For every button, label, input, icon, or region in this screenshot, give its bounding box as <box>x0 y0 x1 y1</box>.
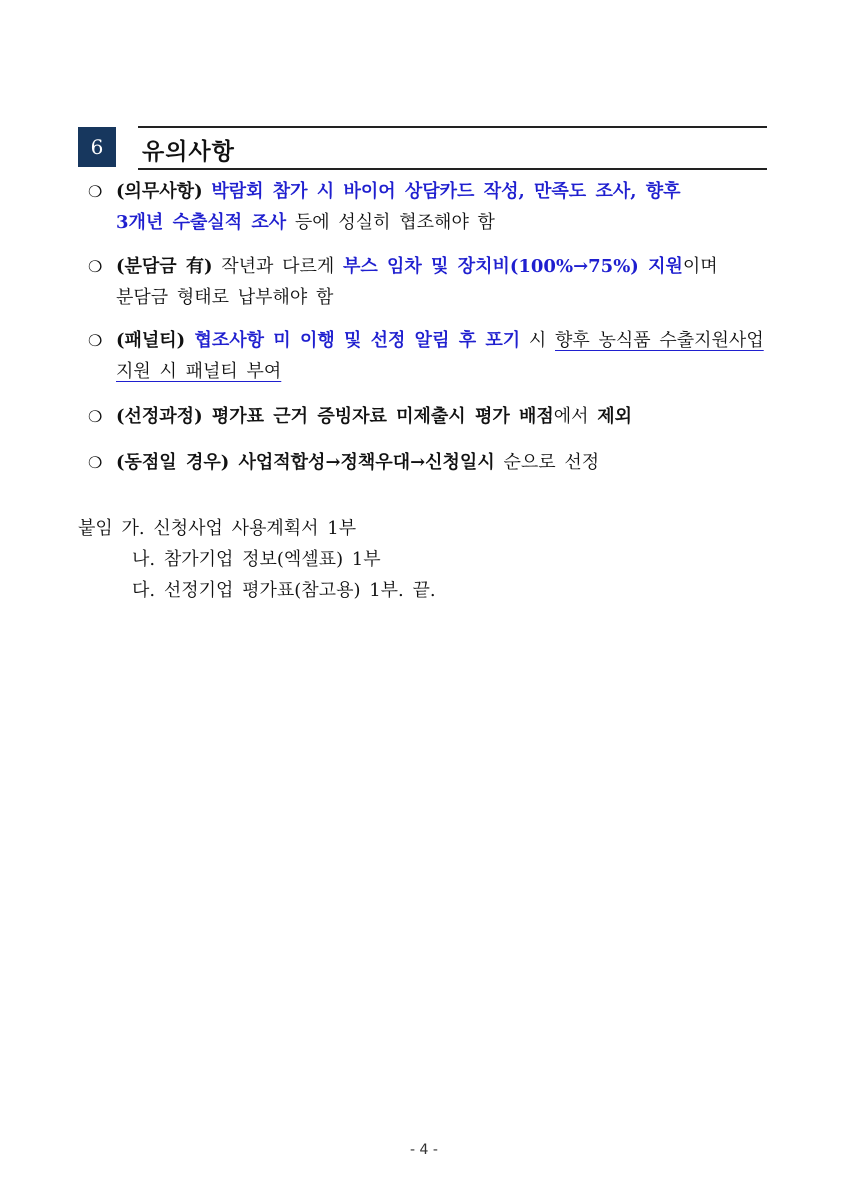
item-text: 이며 <box>682 256 718 277</box>
attachment-row: 나. 참가기업 정보(엑셀표) 1부 <box>132 549 381 570</box>
section-number-badge: 6 <box>78 127 116 167</box>
notice-item-obligations <box>88 176 778 238</box>
item-label: (동점일 경우) 사업적합성→정책우대→신청일시 <box>116 452 495 473</box>
bullet-circle-icon: ❍ <box>88 453 103 472</box>
attachment-row: 다. 선정기업 평가표(참고용) 1부. 끝. <box>132 580 436 601</box>
item-label: (패널티) <box>116 330 186 351</box>
section-title-bar <box>138 126 767 170</box>
bullet-circle-icon: ❍ <box>88 407 103 426</box>
item-text: 시 <box>520 330 555 351</box>
item-text: 작년과 다르게 <box>212 256 343 277</box>
notice-item-tie-break <box>88 447 778 478</box>
notice-item-penalty <box>88 325 778 387</box>
item-emphasis: 제외 <box>597 406 633 427</box>
notice-item-cost-sharing <box>88 251 778 313</box>
item-text: 순으로 선정 <box>494 452 600 473</box>
item-label: (분담금 有) <box>116 256 213 277</box>
item-underlined-text: 지원 시 패널티 부여 <box>116 361 282 382</box>
item-text: 에서 <box>553 406 598 427</box>
item-highlight: 협조사항 미 이행 및 선정 알림 후 포기 <box>185 330 521 351</box>
attachments-list <box>78 513 436 606</box>
bullet-circle-icon: ❍ <box>88 331 103 350</box>
notice-item-selection-process <box>88 401 778 432</box>
bullet-circle-icon: ❍ <box>88 257 103 276</box>
section-header <box>78 126 767 168</box>
item-label: (선정과정) 평가표 근거 증빙자료 미제출시 평가 배점 <box>116 406 554 427</box>
page-number: - 4 - <box>410 1142 438 1158</box>
item-highlight: 박람회 참가 시 바이어 상담카드 작성, 만족도 조사, 향후 <box>211 181 681 202</box>
item-text: 분담금 형태로 납부해야 함 <box>116 287 334 308</box>
item-label: (의무사항) <box>116 181 203 202</box>
attachment-row: 붙임 가. 신청사업 사용계획서 1부 <box>78 518 357 539</box>
item-highlight: 부스 임차 및 장치비(100%→75%) 지원 <box>342 256 683 277</box>
section-title: 유의사항 <box>142 139 235 165</box>
item-text: 등에 성실히 협조해야 함 <box>286 212 495 233</box>
item-underlined-text: 향후 농식품 수출지원사업 <box>555 330 764 351</box>
item-highlight: 3개년 수출실적 조사 <box>116 212 287 233</box>
bullet-circle-icon: ❍ <box>88 182 103 201</box>
